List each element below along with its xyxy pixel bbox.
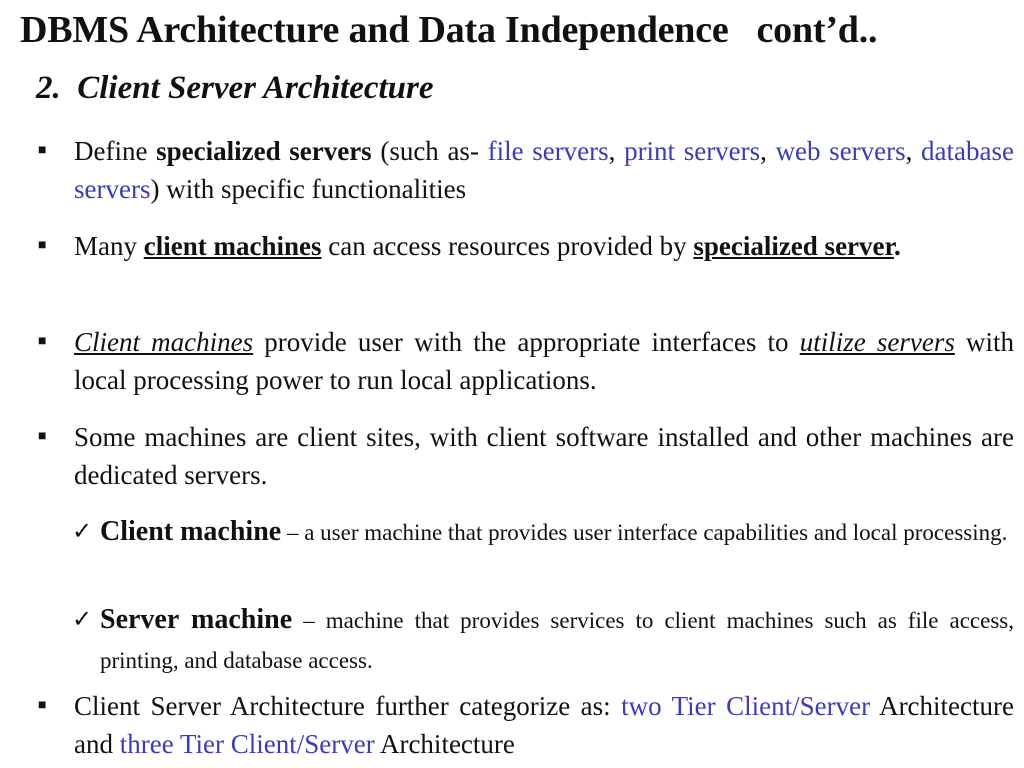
text: Architecture and <box>74 691 1014 759</box>
text: Many <box>74 231 144 261</box>
link-three-tier[interactable]: three Tier Client/Server <box>119 729 375 759</box>
bullet-client-machines-access <box>38 227 1014 265</box>
text: (such as- <box>371 136 488 166</box>
term-text: Server machine <box>100 604 293 635</box>
checkmark-icon: ✓ <box>72 519 93 545</box>
definition-text: – a user machine that provides user interface capabilities and local processing. <box>281 520 1008 545</box>
term-text: Client machine <box>100 516 282 547</box>
text: , <box>608 136 625 166</box>
bullet-marker: ■ <box>38 238 47 253</box>
link-two-tier[interactable]: two Tier Client/Server <box>621 691 871 721</box>
text: Architecture <box>374 729 515 759</box>
italic-underlined-text: utilize servers <box>799 327 955 357</box>
bullet-marker: ■ <box>38 334 47 349</box>
text: Define <box>74 136 157 166</box>
link-database-servers[interactable]: database servers <box>74 136 1014 204</box>
checkmark-icon: ✓ <box>72 607 93 633</box>
bullet-client-interfaces <box>38 323 1015 399</box>
bullet-client-sites <box>38 418 1014 494</box>
subbullet-server-machine <box>72 600 1014 681</box>
bold-underlined-text: client machines <box>143 231 322 261</box>
text: with local processing power to run local applications. <box>74 327 1015 395</box>
slide-subtitle: 2. Client Server Architecture <box>36 70 434 106</box>
text: can access resources provided by <box>321 231 694 261</box>
slide-title: DBMS Architecture and Data Independence cont’d.. <box>20 9 878 51</box>
text: provide user with the appropriate interfaces to <box>253 327 800 357</box>
text: Client Server Architecture further categorize as: <box>74 691 622 721</box>
italic-underlined-text: Client machines <box>74 327 254 357</box>
link-file-servers[interactable]: file servers <box>487 136 609 166</box>
text: Some machines are client sites, with client software installed and other machines are dedicated servers. <box>74 422 1014 490</box>
bold-underlined-text: specialized server <box>693 231 895 261</box>
text: ) with specific functionalities <box>150 174 467 204</box>
bold-text: specialized servers <box>156 136 372 166</box>
bullet-tier-architecture <box>38 687 1014 763</box>
subbullet-client-machine <box>72 512 1014 553</box>
text: , <box>905 136 922 166</box>
link-web-servers[interactable]: web servers <box>775 136 906 166</box>
definition-text: – machine that provides services to client machines such as file access, printing, and database access. <box>100 608 1014 673</box>
text: . <box>894 231 901 261</box>
bullet-specialized-servers <box>38 132 1014 208</box>
text: , <box>760 136 776 166</box>
bullet-marker: ■ <box>38 429 47 444</box>
bullet-marker: ■ <box>38 698 47 713</box>
bullet-marker: ■ <box>38 143 47 158</box>
link-print-servers[interactable]: print servers <box>624 136 761 166</box>
